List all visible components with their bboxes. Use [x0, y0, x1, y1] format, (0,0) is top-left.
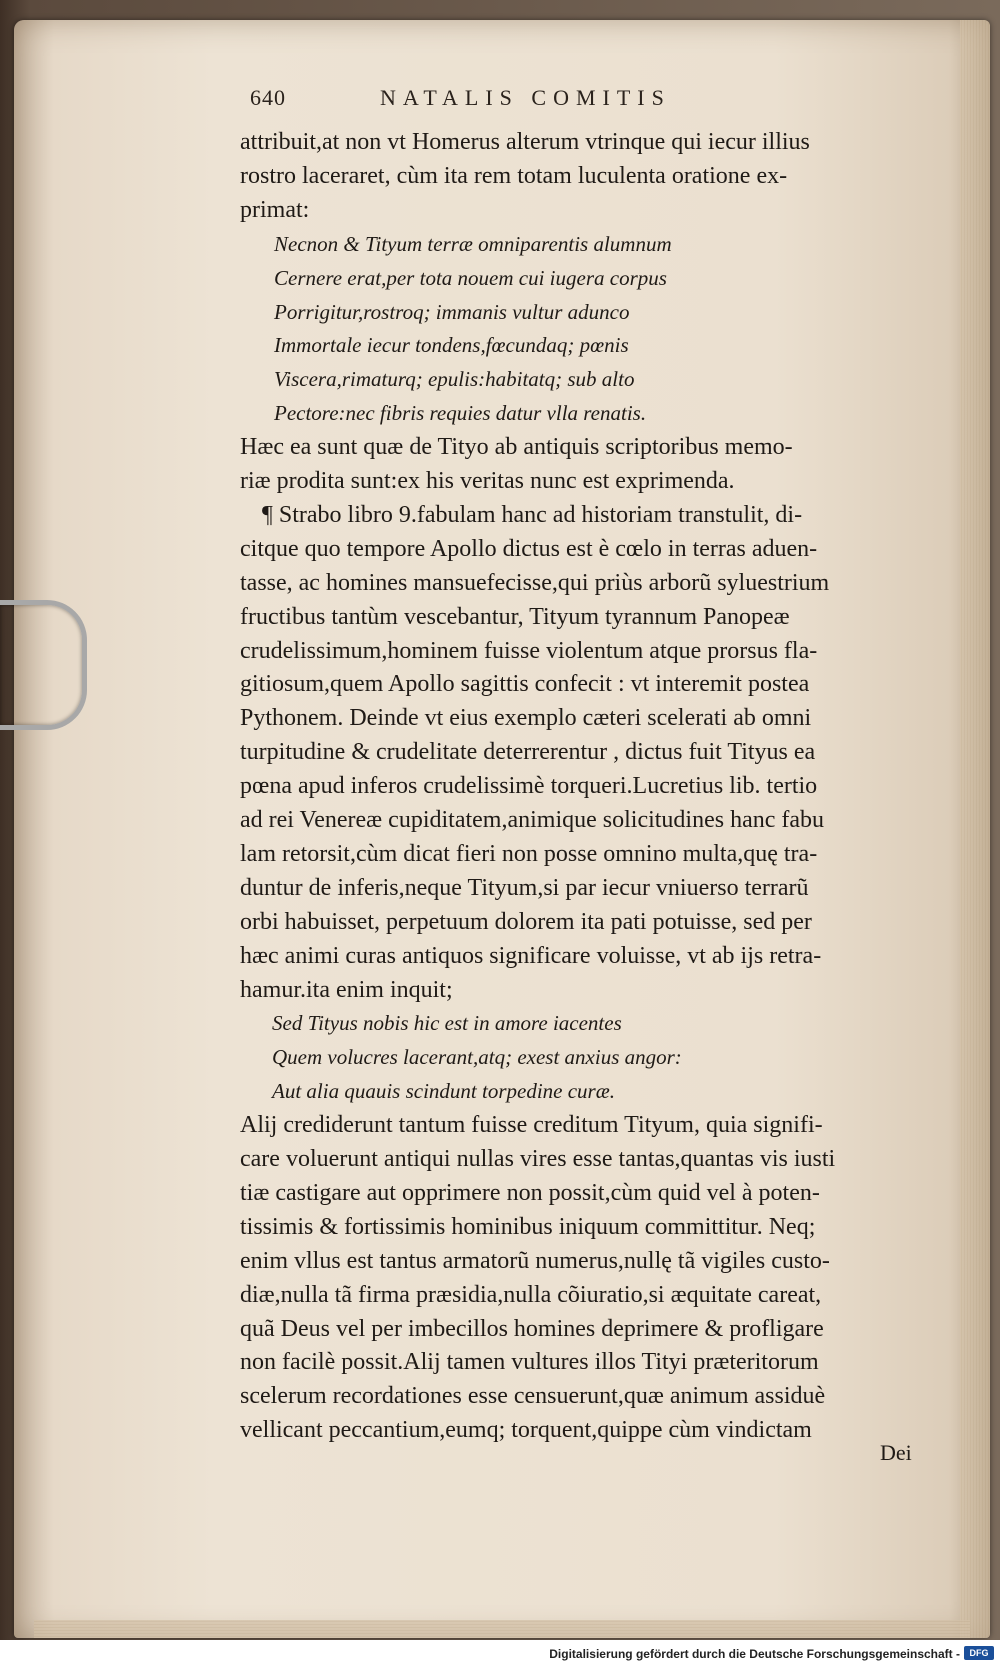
- text-line: attribuit,at non vt Homerus alterum vtrinque qui iecur illius: [240, 129, 810, 155]
- text-line: riæ prodita sunt:ex his veritas nunc est exprimenda.: [240, 468, 735, 494]
- text-line: Pythonem. Deinde vt eius exemplo cæteri scelerati ab omni: [240, 705, 812, 732]
- text-line: ad rei Venereæ cupiditatem,animique solicitudines hanc fabu: [240, 807, 825, 833]
- text-line: non facilè possit.Alij tamen vultures illos Tityi præteritorum: [240, 1349, 819, 1376]
- page-header: [250, 85, 830, 117]
- verse-line: Pectore:nec fibris requies datur vlla renatis.: [274, 401, 647, 426]
- text-line: scelerum recordationes esse censuerunt,quæ animum assiduè: [240, 1383, 826, 1410]
- text-line: tissimis & fortissimis hominibus iniquum committitur. Neq;: [240, 1213, 816, 1240]
- text-line: Hæc ea sunt quæ de Tityo ab antiquis scriptoribus memo-: [240, 434, 793, 461]
- footer-bar: [0, 1640, 1000, 1666]
- text-line: ¶ Strabo libro 9.fabulam hanc ad historiam transtulit, di-: [262, 501, 803, 528]
- book-clamp: [0, 600, 87, 730]
- text-line: vellicant peccantium,eumq; torquent,quippe cùm vindictam: [240, 1417, 812, 1444]
- text-line: pœna apud inferos crudelissimè torqueri.Lucretius lib. tertio: [240, 773, 818, 800]
- text-line: diæ,nulla tã firma præsidia,nulla cõiuratio,si æquitate careat,: [240, 1281, 822, 1308]
- text-line: tasse, ac homines mansuefecisse,qui priùs arborũ syluestrium: [240, 569, 830, 596]
- verse-line: Necnon & Tityum terræ omniparentis alumnum: [274, 231, 672, 256]
- catchword: Dei: [880, 1440, 912, 1465]
- text-line: lam retorsit,cùm dicat fieri non posse omnino multa,quę tra-: [240, 840, 818, 867]
- funding-credit: Digitalisierung gefördert durch die Deutsche Forschungsgemeinschaft -: [549, 1647, 960, 1661]
- text-line: tiæ castigare aut opprimere non possit,cùm quid vel à poten-: [240, 1179, 820, 1206]
- text-line: enim vllus est tantus armatorũ numerus,nullę tã vigiles custo-: [240, 1247, 830, 1274]
- page-fore-edge: [960, 20, 990, 1638]
- text-line: fructibus tantùm vescebantur, Tityum tyrannum Panopeæ: [240, 603, 790, 630]
- text-line: rostro laceraret, cùm ita rem totam luculenta oratione ex-: [240, 162, 788, 189]
- text-line: hamur.ita enim inquit;: [240, 976, 453, 1003]
- text-line: care voluerunt antiqui nullas vires esse tantas,quantas vis iusti: [240, 1146, 836, 1172]
- page-number: 640: [250, 85, 286, 110]
- text-line: quã Deus vel per imbecillos homines deprimere & profligare: [240, 1315, 824, 1342]
- verse-line: Cernere erat,per tota nouem cui iugera corpus: [274, 265, 667, 290]
- text-block: [240, 126, 935, 1466]
- text-line: citque quo tempore Apollo dictus est è cœlo in terras aduen-: [240, 535, 818, 562]
- running-head: NATALIS COMITIS: [380, 85, 671, 110]
- verse-line: Quem volucres lacerant,atq; exest anxius angor:: [272, 1045, 682, 1070]
- text-line: primat:: [240, 196, 310, 223]
- verse-line: Porrigitur,rostroq; immanis vultur adunco: [274, 299, 630, 324]
- verse-line: Viscera,rimaturq; epulis:habitatq; sub alto: [274, 367, 635, 392]
- text-line: gitiosum,quem Apollo sagittis confecit : vt interemit postea: [240, 671, 810, 698]
- dfg-logo: DFG: [964, 1646, 994, 1660]
- page-bottom-edge: [34, 1620, 970, 1638]
- verse-line: Sed Tityus nobis hic est in amore iacentes: [272, 1011, 622, 1036]
- text-line: hæc animi curas antiquos significare voluisse, vt ab ijs retra-: [240, 942, 822, 969]
- verse-line: Aut alia quauis scindunt torpedine curæ.: [272, 1079, 615, 1104]
- text-line: crudelissimum,hominem fuisse violentum atque prorsus fla-: [240, 637, 818, 664]
- verse-line: Immortale iecur tondens,fœcundaq; pœnis: [274, 333, 629, 358]
- text-line: orbi habuisset, perpetuum dolorem ita pati potuisse, sed per: [240, 908, 812, 935]
- text-line: turpitudine & crudelitate deterrerentur , dictus fuit Tityus ea: [240, 739, 816, 766]
- text-line: Alij crediderunt tantum fuisse creditum Tityum, quia signifi-: [240, 1112, 823, 1139]
- text-line: duntur de inferis,neque Tityum,si par iecur vniuerso terrarũ: [240, 874, 809, 901]
